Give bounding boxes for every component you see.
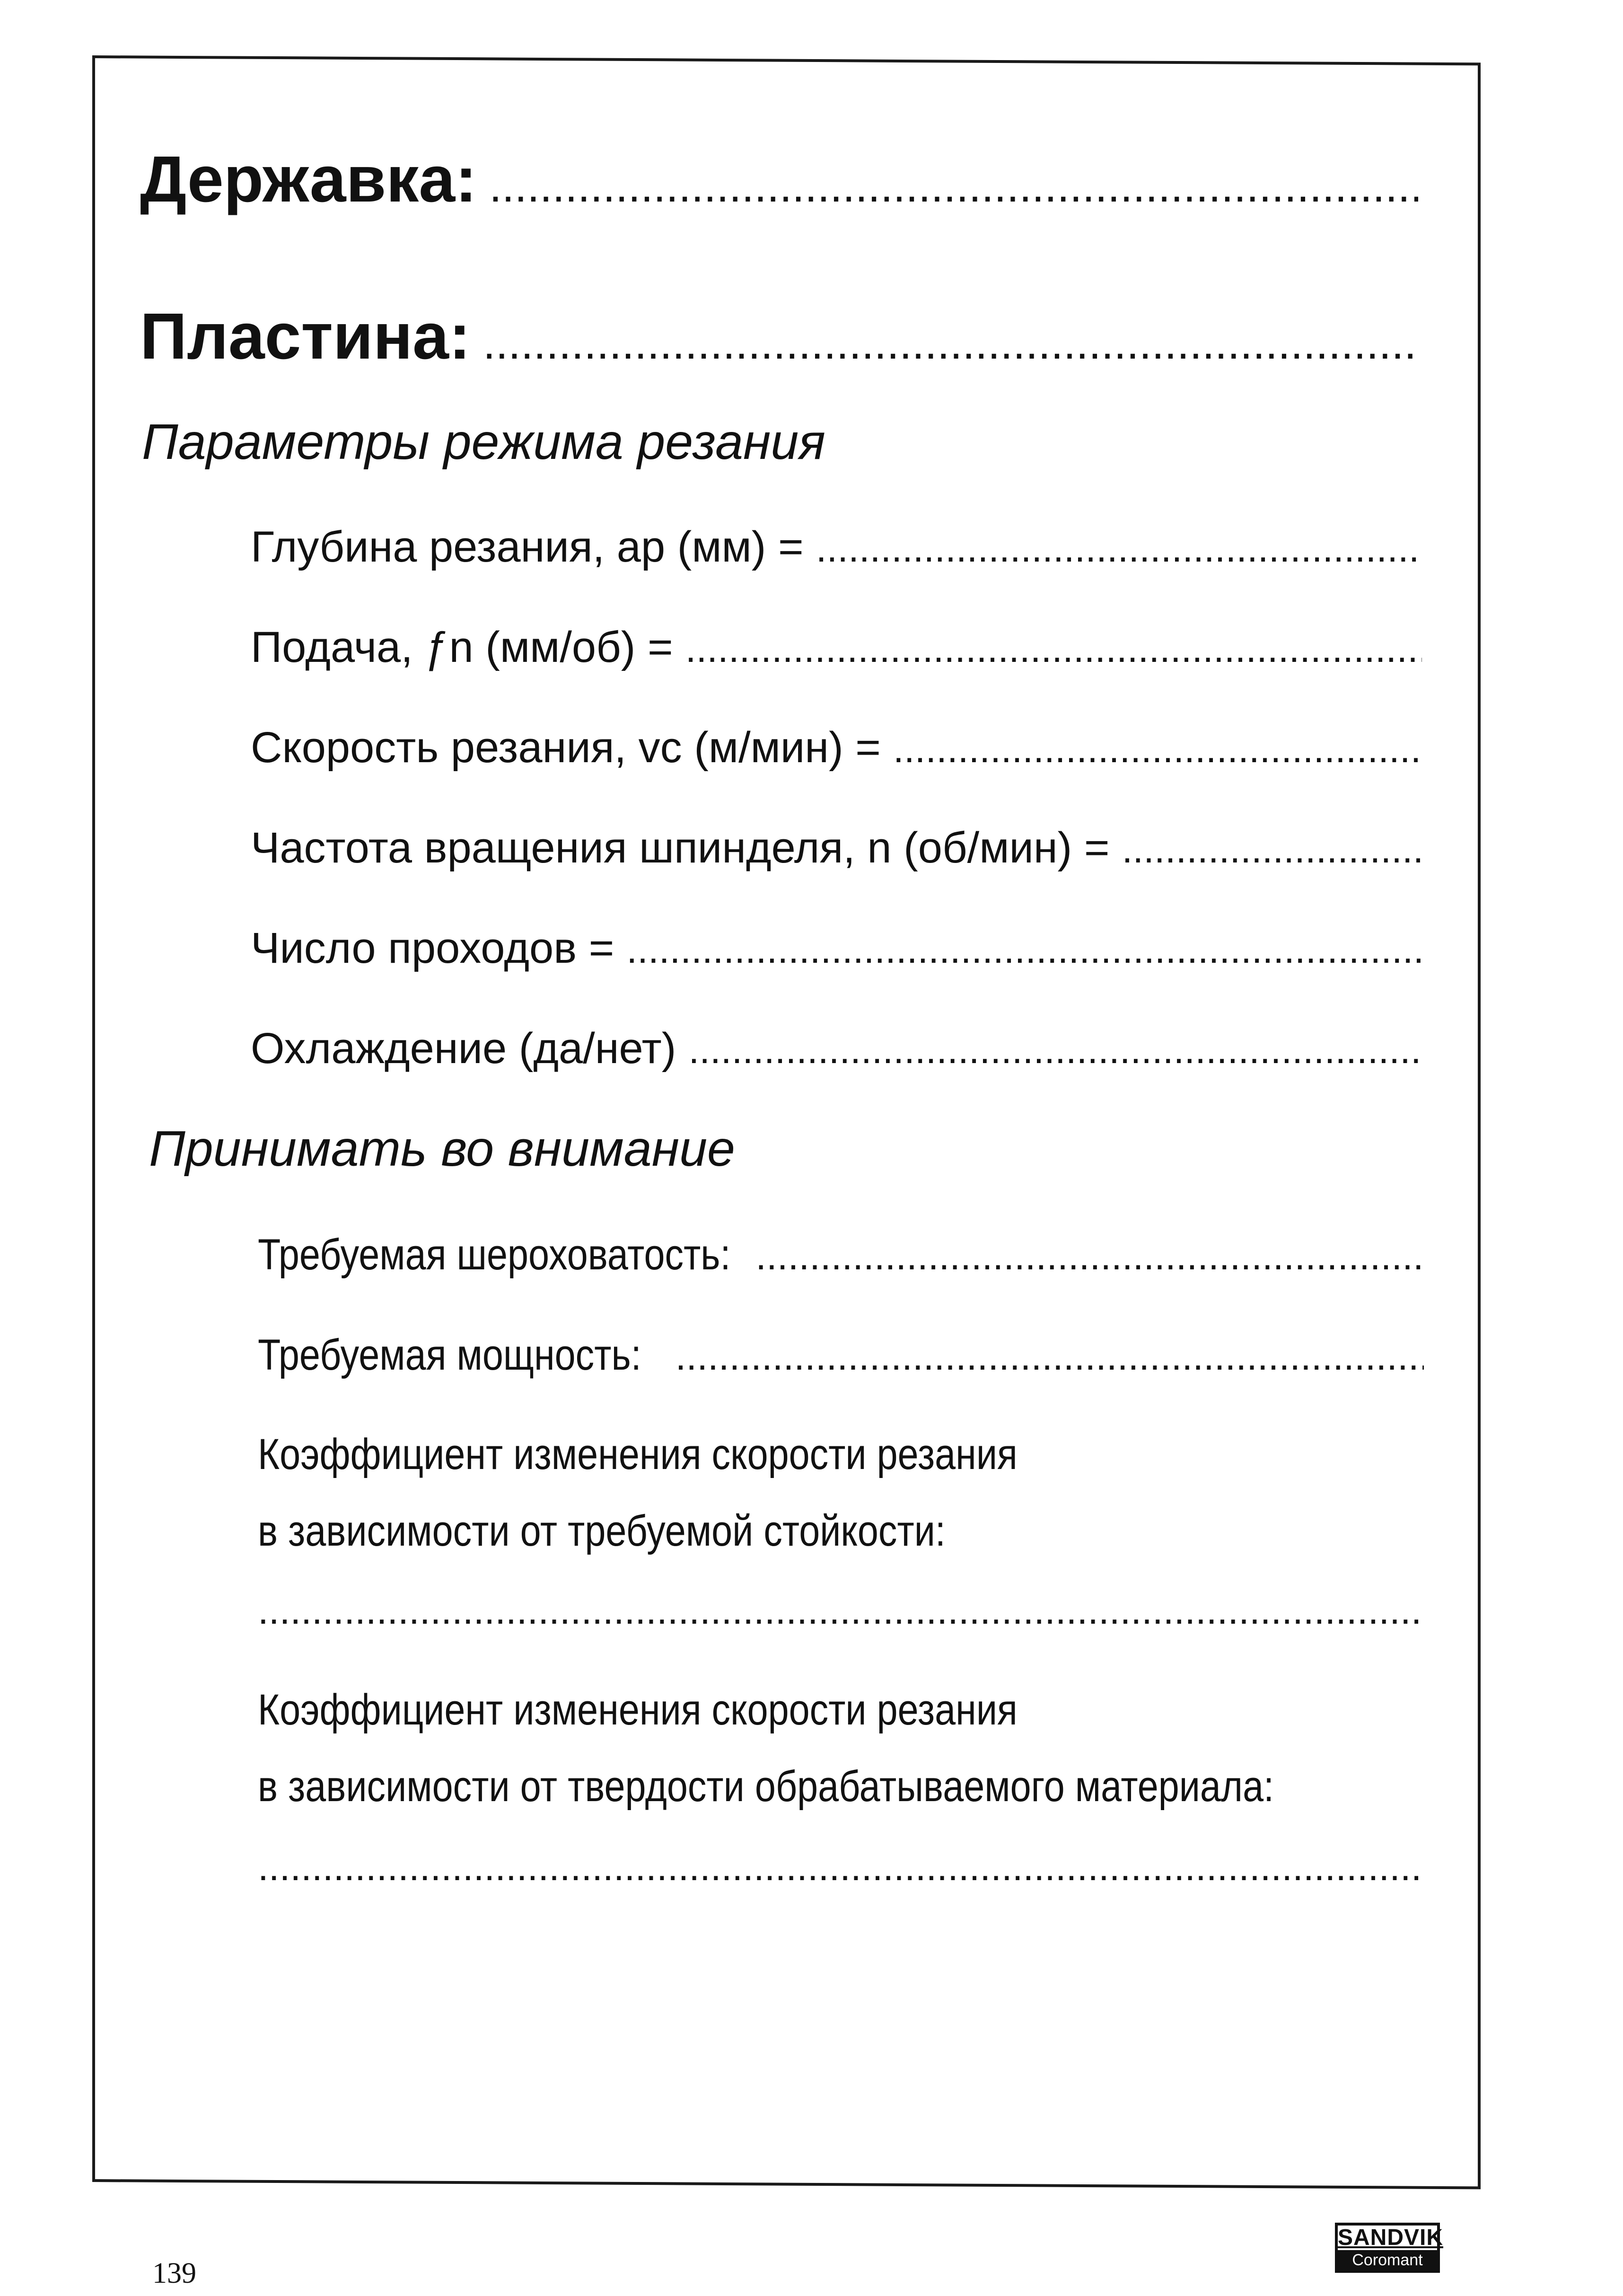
cutting-section-title: Параметры режима резания <box>142 414 825 470</box>
holder-label: Державка: <box>140 143 477 216</box>
cutting-speed-label: Скорость резания, vc (м/мин) = <box>251 723 881 772</box>
depth-of-cut-fill-line[interactable] <box>816 527 1422 571</box>
feed-fill-line[interactable] <box>685 627 1422 671</box>
tool-life-factor-fill-line[interactable] <box>258 1589 1424 1633</box>
holder-fill-line[interactable] <box>489 160 1418 212</box>
spindle-speed-label: Частота вращения шпинделя, n (об/мин) = <box>251 824 1110 872</box>
coolant-row <box>251 1024 1422 1073</box>
tool-life-factor-text <box>258 1428 1018 1557</box>
passes-label: Число проходов = <box>251 924 614 972</box>
tool-life-factor-line1: Коэффициент изменения скорости резания <box>258 1430 1018 1478</box>
power-fill-line[interactable] <box>676 1335 1424 1379</box>
tool-life-factor-line2: в зависимости от требуемой стойкости: <box>258 1507 946 1555</box>
hardness-factor-text <box>258 1683 1274 1813</box>
insert-label: Пластина: <box>140 300 471 373</box>
coolant-label: Охлаждение (да/нет) <box>251 1024 676 1073</box>
page-number: 139 <box>152 2257 196 2289</box>
spindle-speed-row <box>251 823 1422 873</box>
power-label: Требуемая мощность: <box>258 1331 641 1379</box>
spindle-speed-fill-line[interactable] <box>1122 827 1422 872</box>
passes-row <box>251 924 1422 973</box>
hardness-factor-line1: Коэффициент изменения скорости резания <box>258 1686 1018 1734</box>
hardness-factor-line2: в зависимости от твердости обрабатываемого материала: <box>258 1762 1274 1811</box>
passes-fill-line[interactable] <box>626 928 1422 972</box>
cutting-speed-fill-line[interactable] <box>893 727 1422 772</box>
depth-of-cut-label: Глубина резания, ap (мм) = <box>251 523 804 571</box>
sandvik-coromant-logo <box>1335 2223 1444 2273</box>
depth-of-cut-row <box>251 522 1422 572</box>
insert-fill-line[interactable] <box>483 317 1418 369</box>
holder-row <box>140 142 1418 217</box>
power-row <box>258 1330 1424 1380</box>
logo-sub-text: Coromant <box>1338 2250 1437 2270</box>
feed-label: Подача, ƒn (мм/об) = <box>251 623 673 671</box>
coolant-fill-line[interactable] <box>688 1028 1422 1073</box>
feed-row <box>251 623 1422 672</box>
hardness-factor-fill-line[interactable] <box>258 1845 1424 1890</box>
cutting-speed-row <box>251 723 1422 773</box>
roughness-label: Требуемая шероховатость: <box>258 1231 731 1279</box>
roughness-fill-line[interactable] <box>755 1234 1424 1279</box>
insert-row <box>140 299 1418 374</box>
consider-section-title: Принимать во внимание <box>149 1121 735 1177</box>
logo-brand-text: SANDVIK <box>1338 2225 1444 2250</box>
roughness-row <box>258 1230 1424 1280</box>
